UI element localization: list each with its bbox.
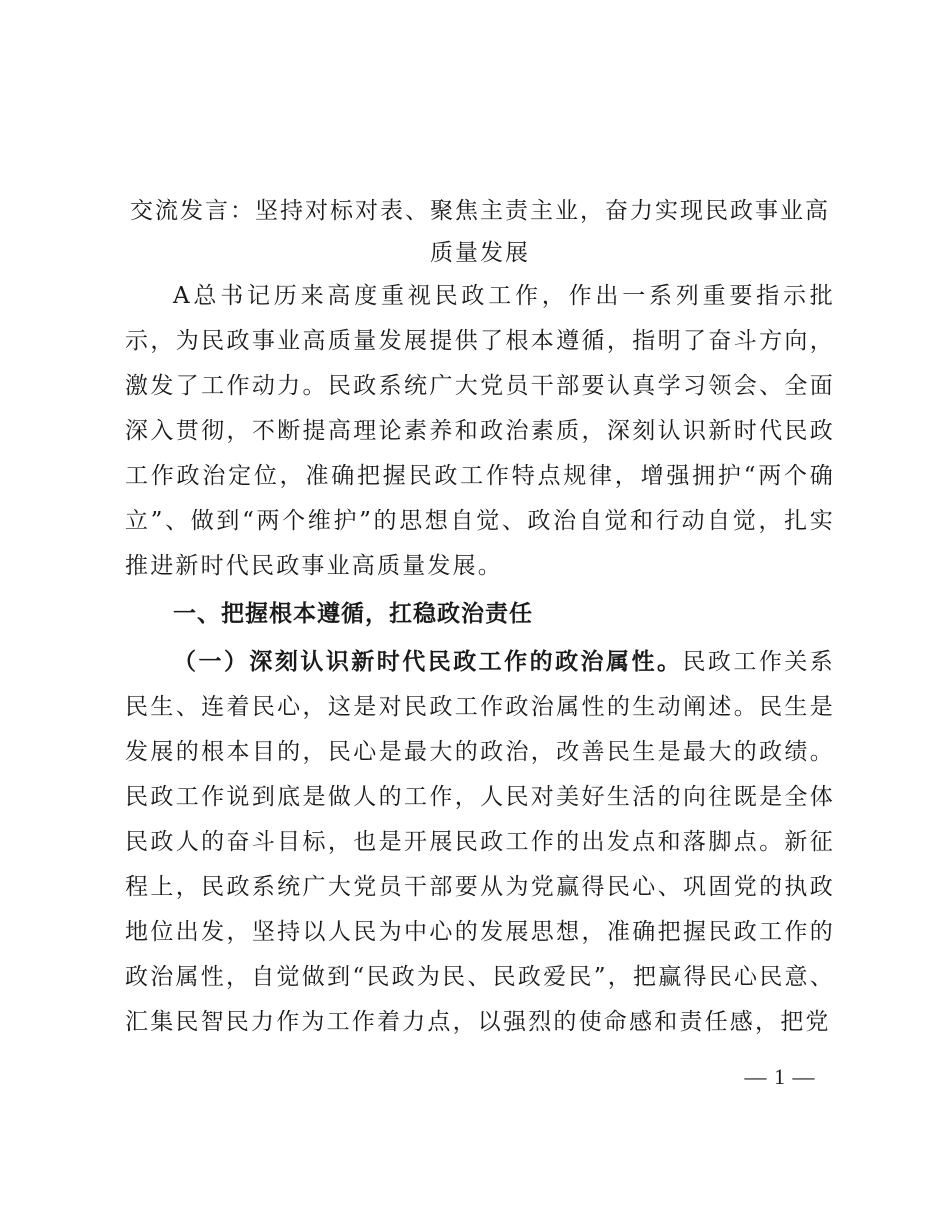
page-number: — 1 — xyxy=(744,1064,816,1089)
document-body xyxy=(125,190,835,1045)
subsection-paragraph-1 xyxy=(125,639,835,1045)
title-line-2: 质量发展 xyxy=(430,240,530,266)
document-title xyxy=(125,190,835,274)
subsection-body: 民政工作关系民生、连着民心，这是对民政工作政治属性的生动阐述。民生是发展的根本目的，民心是最大的政治，改善民生是最大的政绩。民政工作说到底是做人的工作，人民对美好生活的向往既是全体民政人的奋斗目标，也是开展民政工作的出发点和落脚点。新征程上，民政系统广大党员干部要从为党赢得民心、巩固党的执政地位出发，坚持以人民为中心的发展思想，准确把握民政工作的政治属性，自觉做到“民政为民、民政爱民”，把赢得民心民意、汇集民智民力作为工作着力点，以强烈的使命感和责任感，把党 xyxy=(125,649,835,1035)
subsection-lead: （一）深刻认识新时代民政工作的政治属性。 xyxy=(173,648,683,675)
title-line-1: 交流发言：坚持对标对表、聚焦主责主业，奋力实现民政事业高 xyxy=(130,198,830,224)
section-heading-1: 一、把握根本遵循，扛稳政治责任 xyxy=(173,601,533,627)
intro-paragraph: A总书记历来高度重视民政工作，作出一系列重要指示批示，为民政事业高质量发展提供了根本遵循，指明了奋斗方向，激发了工作动力。民政系统广大党员干部要认真学习领会、全面深入贯彻，不断提高理论素养和政治素质，深刻认识新时代民政工作政治定位，准确把握民政工作特点规律，增强拥护“两个确立”、做到“两个维护”的思想自觉、政治自觉和行动自觉，扎实推进新时代民政事业高质量发展。 xyxy=(125,283,835,579)
